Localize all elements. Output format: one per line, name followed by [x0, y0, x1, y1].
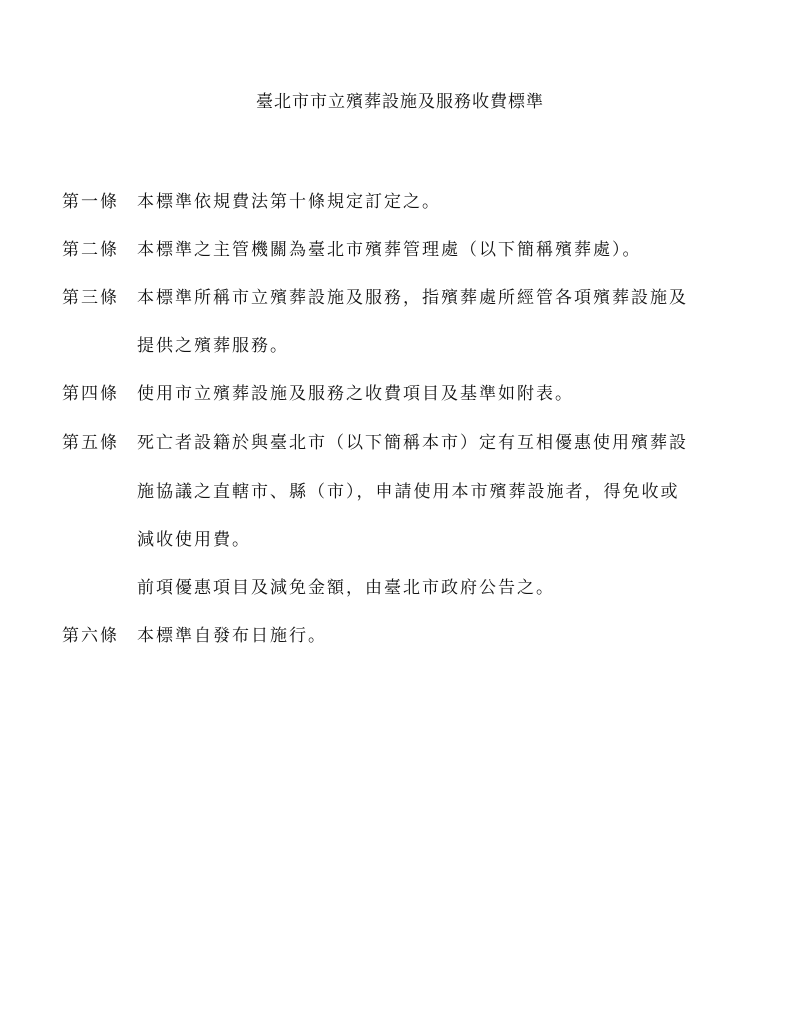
- article-6-text-line-1: 本標準自發布日施行。: [137, 626, 327, 646]
- document-title: 臺北市市立殯葬設施及服務收費標準: [256, 92, 544, 112]
- article-1-text-line-1: 本標準依規費法第十條規定訂定之。: [137, 192, 441, 212]
- article-5-text-line-3: 減收使用費。: [137, 530, 251, 550]
- article-2-number: 第二條: [62, 240, 119, 260]
- article-4-number: 第四條: [62, 384, 119, 404]
- article-4-text-line-1: 使用市立殯葬設施及服務之收費項目及基準如附表。: [137, 384, 574, 404]
- article-5-text-line-1: 死亡者設籍於與臺北市（以下簡稱本市）定有互相優惠使用殯葬設: [137, 433, 688, 453]
- article-3-number: 第三條: [62, 288, 119, 308]
- article-1-number: 第一條: [62, 192, 119, 212]
- article-3-text-line-1: 本標準所稱市立殯葬設施及服務，指殯葬處所經管各項殯葬設施及: [137, 288, 688, 308]
- article-5-text-line-2: 施協議之直轄市、縣（市），申請使用本市殯葬設施者，得免收或: [137, 482, 680, 502]
- article-3-text-line-2: 提供之殯葬服務。: [137, 336, 289, 356]
- article-5-number: 第五條: [62, 433, 119, 453]
- article-6-number: 第六條: [62, 626, 119, 646]
- article-2-text-line-1: 本標準之主管機關為臺北市殯葬管理處（以下簡稱殯葬處）。: [137, 240, 642, 260]
- article-5-text-line-4: 前項優惠項目及減免金額，由臺北市政府公告之。: [137, 578, 555, 598]
